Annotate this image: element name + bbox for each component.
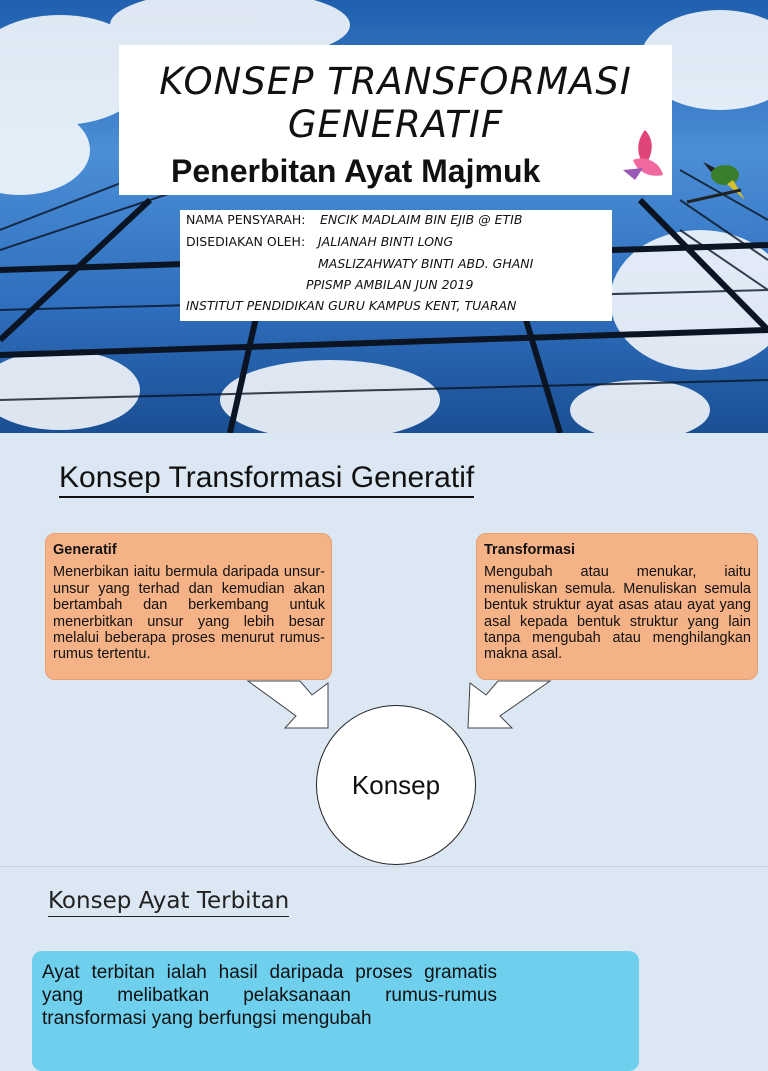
program-text: PPISMP AMBILAN JUN 2019 — [306, 277, 474, 292]
info-box — [180, 210, 612, 321]
left-arrow-icon — [248, 681, 328, 728]
card-body: Menerbikan iaitu bermula daripada unsur-unsur yang terhad dan kemudian akan bertambah dan berkembang untuk menerbitkan unsur yang lebih besar melalui beberapa proses menurut rumus-rumus tertentu. — [53, 564, 325, 663]
slide-heading: Konsep Ayat Terbitan — [48, 886, 289, 917]
bird-illustration-icon — [615, 120, 745, 210]
subtitle: Penerbitan Ayat Majmuk — [171, 153, 541, 189]
title-box — [119, 45, 672, 195]
title-line-1: KONSEP TRANSFORMASI — [159, 60, 632, 103]
card-title: Generatif — [53, 542, 117, 558]
author-2: MASLIZAHWATY BINTI ABD. GHANI — [318, 256, 534, 271]
title-line-2: GENERATIF — [287, 103, 504, 146]
slide-heading: Konsep Transformasi Generatif — [59, 460, 474, 498]
definition-box — [32, 951, 639, 1071]
institute-text: INSTITUT PENDIDIKAN GURU KAMPUS KENT, TUARAN — [186, 298, 517, 313]
right-arrow-icon — [468, 681, 550, 728]
lecturer-name: ENCIK MADLAIM BIN EJIB @ ETIB — [320, 212, 523, 227]
card-title: Transformasi — [484, 542, 576, 558]
concept-circle — [316, 705, 476, 865]
card-body: Mengubah atau menukar, iaitu menuliskan semula. Menuliskan semula bentuk struktur ayat asas atau ayat yang asal kepada bentuk struktur yang lain tanpa mengubah atau menghilangkan makna asal. — [484, 564, 751, 663]
lecturer-label: NAMA PENSYARAH: — [186, 212, 306, 227]
title-slide — [0, 0, 768, 433]
author-1: JALIANAH BINTI LONG — [318, 234, 454, 249]
concept-label: Konsep — [351, 769, 441, 800]
definition-text: Ayat terbitan ialah hasil daripada proses gramatis yang melibatkan pelaksanaan rumus-rumus transformasi yang berfungsi mengubah — [42, 962, 497, 1029]
prepared-by-label: DISEDIAKAN OLEH: — [186, 234, 306, 249]
derived-sentence-slide — [0, 866, 768, 1029]
concept-slide — [0, 433, 768, 865]
